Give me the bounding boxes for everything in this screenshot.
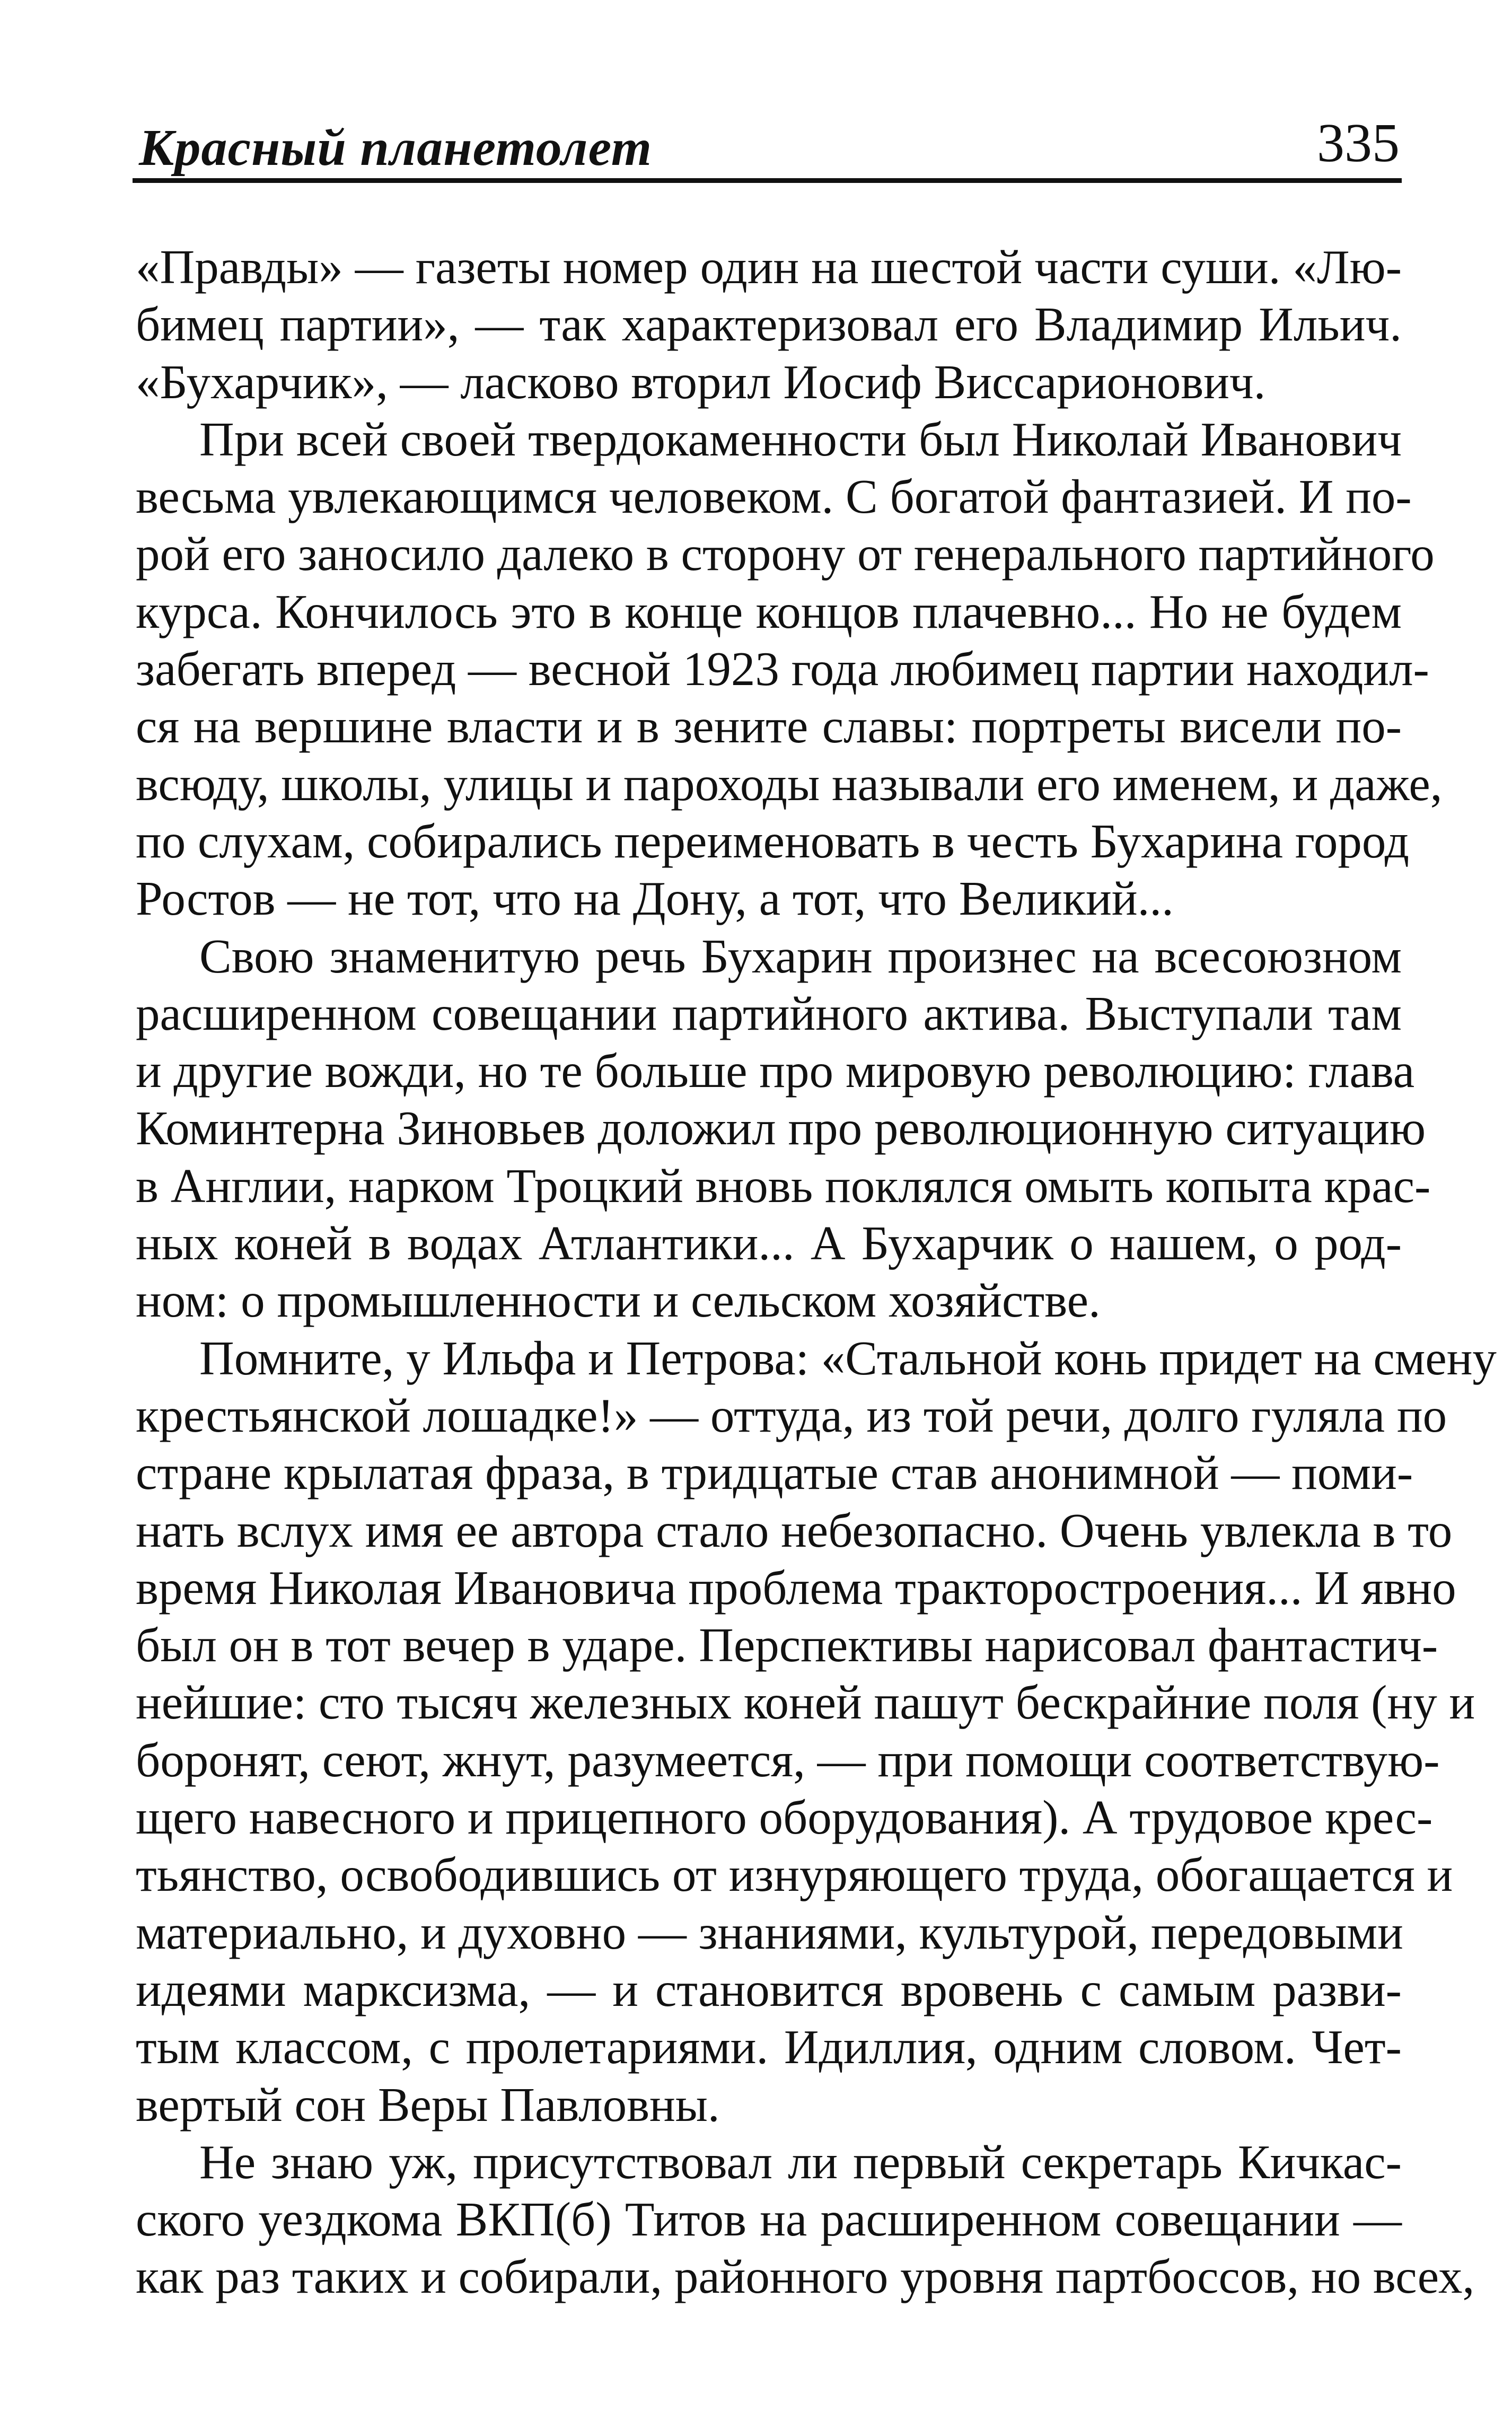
- text-line: «Бухарчик», — ласково вторил Иосиф Виссарионович.: [136, 355, 1266, 409]
- text-line: весьма увлекающимся человеком. С богатой фантазией. И по-: [136, 470, 1412, 524]
- text-line: боронят, сеют, жнут, разумеется, — при помощи соответствую-: [136, 1733, 1440, 1787]
- text-line: ся на вершине власти и в зените славы: портреты висели по-: [136, 699, 1402, 753]
- page-number: 335: [1317, 112, 1400, 173]
- text-line: материально, и духовно — знаниями, культурой, передовыми: [136, 1905, 1403, 1959]
- text-line: крестьянской лошадке!» — оттуда, из той речи, долго гуляла по: [136, 1388, 1447, 1442]
- paragraph-3: [136, 928, 1431, 1330]
- text-line: нейшие: сто тысяч железных коней пашут бескрайние поля (ну и: [136, 1676, 1475, 1730]
- text-line: бимец партии», — так характеризовал его Владимир Ильич.: [136, 297, 1402, 352]
- text-line: забегать вперед — весной 1923 года любимец партии находил-: [136, 642, 1429, 696]
- text-line: по слухам, собирались переименовать в честь Бухарина город: [136, 814, 1410, 868]
- text-line: ского уездкома ВКП(б) Титов на расширенном совещании —: [136, 2193, 1402, 2247]
- text-line: время Николая Ивановича проблема тракторостроения... И явно: [136, 1560, 1456, 1615]
- paragraph-1: [136, 239, 1402, 411]
- text-line: рой его заносило далеко в сторону от генерального партийного: [136, 527, 1435, 581]
- text-line: вертый сон Веры Павловны.: [136, 2077, 720, 2132]
- paragraph-2: [136, 411, 1443, 928]
- text-line: стране крылатая фраза, в тридцатые став анонимной — поми-: [136, 1446, 1413, 1500]
- text-line: нать вслух имя ее автора стало небезопасно. Очень увлекла в то: [136, 1503, 1453, 1557]
- text-line: курса. Кончилось это в конце концов плачевно... Но не будем: [136, 584, 1402, 638]
- paragraph-4: [136, 1330, 1497, 2134]
- text-line: всюду, школы, улицы и пароходы называли его именем, и даже,: [136, 757, 1443, 811]
- text-line: При всей своей твердокаменности был Николай Иванович: [199, 412, 1402, 466]
- text-line: Ростов — не тот, что на Дону, а тот, что Великий...: [136, 872, 1174, 926]
- text-line: «Правды» — газеты номер один на шестой части суши. «Лю-: [136, 240, 1402, 294]
- running-header: [133, 104, 1402, 183]
- text-line: как раз таких и собирали, районного уровня партбоссов, но всех,: [136, 2250, 1475, 2304]
- text-line: Помните, у Ильфа и Петрова: «Стальной конь придет на смену: [199, 1331, 1497, 1385]
- text-line: ных коней в водах Атлантики... А Бухарчик о нашем, о род-: [136, 1216, 1402, 1270]
- text-line: Свою знаменитую речь Бухарин произнес на всесоюзном: [199, 929, 1402, 983]
- text-line: тьянство, освободившись от изнуряющего труда, обогащается и: [136, 1848, 1453, 1902]
- text-line: ном: о промышленности и сельском хозяйстве.: [136, 1274, 1101, 1328]
- text-line: щего навесного и прицепного оборудования). А трудовое крес-: [136, 1791, 1433, 1845]
- text-line: идеями марксизма, — и становится вровень с самым разви-: [136, 1962, 1402, 2016]
- text-line: и другие вожди, но те больше про мировую революцию: глава: [136, 1044, 1415, 1098]
- text-line: расширенном совещании партийного актива. Выступали там: [136, 986, 1402, 1040]
- paragraph-5: [136, 2134, 1475, 2306]
- text-line: тым классом, с пролетариями. Идиллия, одним словом. Чет-: [136, 2020, 1402, 2074]
- text-line: в Англии, нарком Троцкий вновь поклялся омыть копыта крас-: [136, 1159, 1431, 1213]
- book-title: Красный планетолет: [139, 119, 652, 177]
- text-line: Не знаю уж, присутствовал ли первый секретарь Кичкас-: [199, 2135, 1402, 2189]
- text-line: Коминтерна Зиновьев доложил про революционную ситуацию: [136, 1101, 1426, 1155]
- text-line: был он в тот вечер в ударе. Перспективы нарисовал фантастич-: [136, 1618, 1438, 1672]
- body-text: [136, 239, 1497, 2306]
